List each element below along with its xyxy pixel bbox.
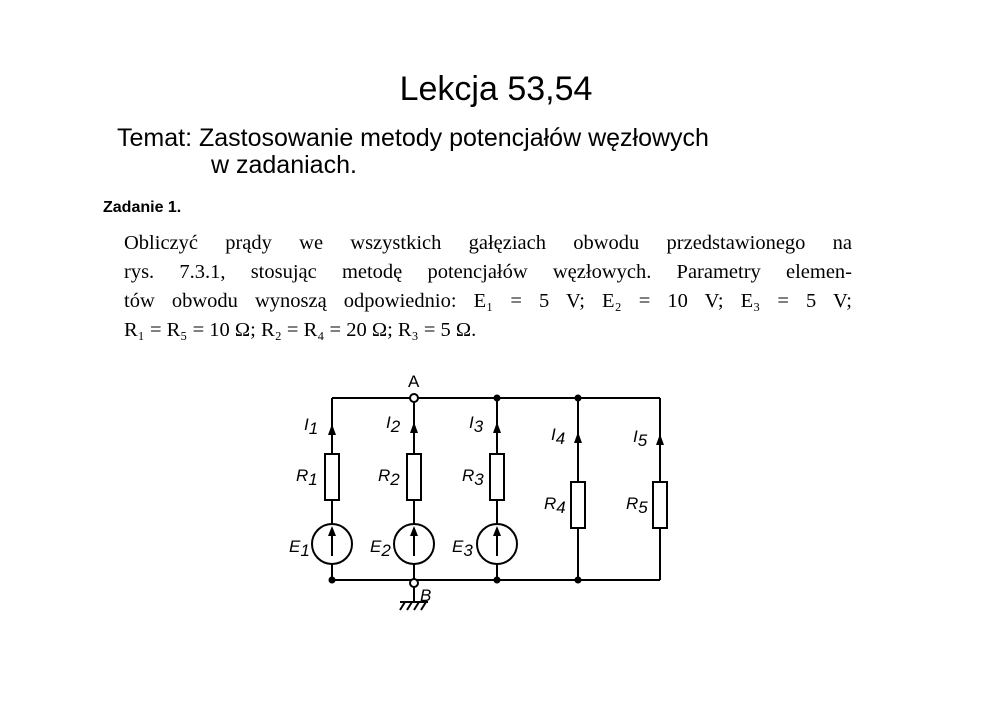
node-b-terminal (410, 579, 418, 587)
branch-4 (571, 398, 585, 580)
current-label-i4: I4 (551, 425, 566, 448)
topic-line-2: w zadaniach. (211, 151, 357, 179)
resistor-r1 (325, 454, 339, 500)
junction-dot (330, 578, 335, 583)
resistor-label-r2: R2 (378, 466, 400, 489)
current-label-i2: I2 (386, 413, 401, 436)
junction-dot (576, 396, 581, 401)
current-arrow-i5 (656, 434, 664, 445)
resistor-label-r4: R4 (544, 494, 566, 517)
current-arrow-i1 (328, 424, 336, 435)
current-arrow-i3 (493, 422, 501, 433)
current-arrow-i4 (574, 432, 582, 443)
task-line-4: R₁ = R₅ = 10 Ω; R₂ = R₄ = 20 Ω; R₃ = 5 Ω. (124, 319, 477, 341)
junction-dot (576, 578, 581, 583)
node-b-label: B (420, 586, 432, 605)
source-label-e3: E3 (452, 537, 473, 560)
current-label-i1: I1 (304, 415, 319, 438)
topic-line-1: Temat: Zastosowanie metody potencjałów węzłowych (117, 124, 709, 152)
source-label-e2: E2 (370, 537, 391, 560)
source-label-e1: E1 (289, 537, 310, 560)
junction-dot (495, 396, 500, 401)
resistor-r2 (407, 454, 421, 500)
resistor-label-r3: R3 (462, 466, 484, 489)
current-arrow-i2 (410, 422, 418, 433)
current-label-i5: I5 (633, 427, 648, 450)
task-line-2: rys. 7.3.1, stosując metodę potencjałów węzłowych. Parametry elemen- (124, 261, 852, 283)
page-title: Lekcja 53,54 (399, 70, 593, 108)
task-label: Zadanie 1. (103, 199, 182, 216)
resistor-r3 (490, 454, 504, 500)
task-line-1: Obliczyć prądy we wszystkich gałęziach obwodu przedstawionego na (124, 232, 852, 254)
resistor-label-r1: R1 (296, 466, 318, 489)
resistor-r5 (653, 482, 667, 528)
branch-5 (653, 398, 667, 580)
resistor-label-r5: R5 (626, 494, 648, 517)
node-a-label: A (408, 372, 420, 391)
resistor-r4 (571, 482, 585, 528)
current-label-i3: I3 (469, 413, 484, 436)
junction-dot (495, 578, 500, 583)
node-a-terminal (410, 394, 418, 402)
task-line-3: tów obwodu wynoszą odpowiednio: E₁ = 5 V; E₂ = 10 V; E₃ = 5 V; (124, 290, 852, 312)
